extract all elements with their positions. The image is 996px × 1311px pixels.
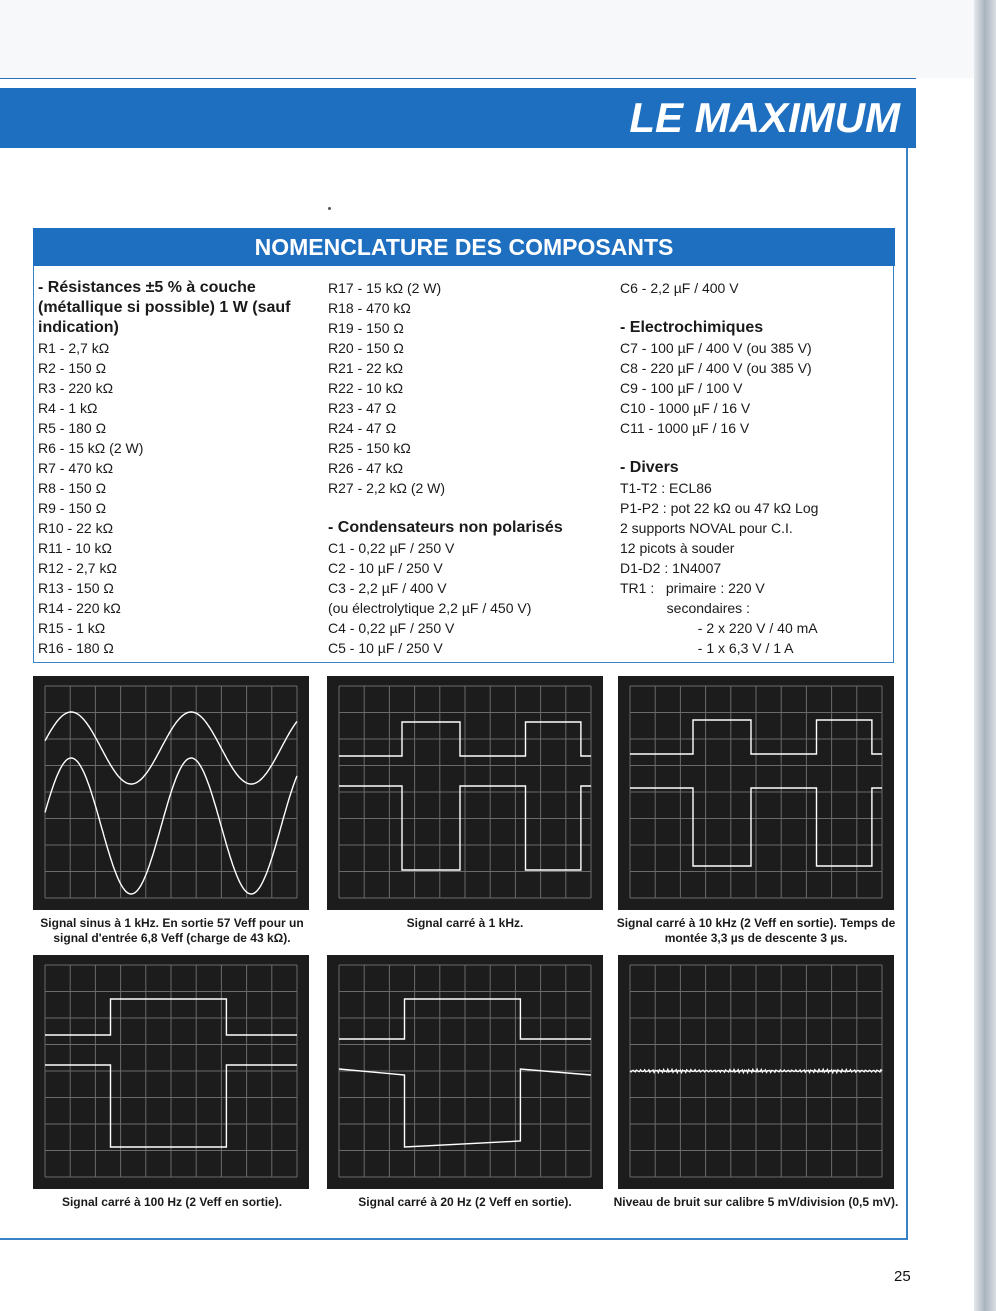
figure-caption: Signal sinus à 1 kHz. En sortie 57 Veff pour un signal d'entrée 6,8 Veff (charge de 43 kΩ).	[40, 916, 304, 945]
capacitor-list-2	[620, 278, 890, 298]
part-line: R25 - 150 kΩ	[328, 440, 411, 456]
parts-column-1	[38, 278, 323, 658]
part-line: R11 - 10 kΩ	[38, 540, 113, 556]
scope-sine-1khz	[33, 676, 309, 910]
scope-screen	[33, 676, 309, 910]
part-line: C6 - 2,2 µF / 400 V	[620, 280, 739, 296]
part-line: R7 - 470 kΩ	[38, 460, 114, 476]
part-line: R16 - 180 Ω	[38, 640, 114, 656]
part-line: R23 - 47 Ω	[328, 400, 397, 416]
part-line: R17 - 15 kΩ (2 W)	[328, 280, 442, 296]
figure-caption: Niveau de bruit sur calibre 5 mV/division (0,5 mV).	[613, 1195, 899, 1209]
part-line: C11 - 1000 µF / 16 V	[620, 420, 750, 436]
part-line: R15 - 1 kΩ	[38, 620, 106, 636]
resistor-list-2	[328, 278, 613, 498]
scope-square-100hz	[33, 955, 309, 1189]
part-line: R13 - 150 Ω	[38, 580, 114, 596]
misc-list	[620, 478, 890, 658]
part-line: R21 - 22 kΩ	[328, 360, 404, 376]
parts-column-2	[328, 278, 613, 658]
figure-caption: Signal carré à 10 kHz (2 Veff en sortie). Temps de montée 3,3 µs de descente 3 µs.	[616, 916, 896, 945]
scope-noise	[618, 955, 894, 1189]
part-line: R8 - 150 Ω	[38, 480, 107, 496]
part-line: R5 - 180 Ω	[38, 420, 107, 436]
part-line: R1 - 2,7 kΩ	[38, 340, 110, 356]
part-line: T1-T2 : ECL86	[620, 480, 712, 496]
scope-square-1khz	[327, 676, 603, 910]
part-line: R10 - 22 kΩ	[38, 520, 114, 536]
part-line: secondaires :	[620, 600, 750, 616]
binding-edge	[974, 0, 996, 1311]
capacitor-list	[328, 538, 613, 658]
header-banner	[0, 88, 916, 148]
scope-screen	[618, 955, 894, 1189]
part-line: C4 - 0,22 µF / 250 V	[328, 620, 455, 636]
part-line: 12 picots à souder	[620, 540, 735, 556]
scope-screen	[327, 955, 603, 1189]
figure-caption: Signal carré à 100 Hz (2 Veff en sortie).	[61, 1195, 283, 1209]
part-line: C1 - 0,22 µF / 250 V	[328, 540, 455, 556]
figure-caption: Signal carré à 20 Hz (2 Veff en sortie).	[358, 1195, 572, 1209]
part-line: TR1 : primaire : 220 V	[620, 580, 765, 596]
part-line: C8 - 220 µF / 400 V (ou 385 V)	[620, 360, 812, 376]
part-line: - 1 x 6,3 V / 1 A	[620, 640, 794, 656]
part-line: R26 - 47 kΩ	[328, 460, 404, 476]
part-line: R27 - 2,2 kΩ (2 W)	[328, 480, 446, 496]
section-heading-misc: - Divers	[620, 459, 679, 476]
part-line: C9 - 100 µF / 100 V	[620, 380, 743, 396]
part-line: C2 - 10 µF / 250 V	[328, 560, 443, 576]
part-line: C10 - 1000 µF / 16 V	[620, 400, 751, 416]
part-line: R20 - 150 Ω	[328, 340, 404, 356]
part-line: P1-P2 : pot 22 kΩ ou 47 kΩ Log	[620, 500, 819, 516]
scope-square-10khz	[618, 676, 894, 910]
part-line: R12 - 2,7 kΩ	[38, 560, 117, 576]
part-line: R3 - 220 kΩ	[38, 380, 114, 396]
part-line: R4 - 1 kΩ	[38, 400, 98, 416]
parts-column-3	[620, 278, 890, 658]
part-line: C3 - 2,2 µF / 400 V	[328, 580, 447, 596]
part-line: C5 - 10 µF / 250 V	[328, 640, 443, 656]
part-line: R22 - 10 kΩ	[328, 380, 404, 396]
figure-caption: Signal carré à 1 kHz.	[406, 916, 524, 930]
page-title: LE MAXIMUM	[629, 94, 900, 141]
part-line: R9 - 150 Ω	[38, 500, 107, 516]
nomenclature-title: NOMENCLATURE DES COMPOSANTS	[33, 228, 895, 266]
part-line: R2 - 150 Ω	[38, 360, 107, 376]
scope-screen	[327, 676, 603, 910]
part-line: C7 - 100 µF / 400 V (ou 385 V)	[620, 340, 812, 356]
scope-screen	[33, 955, 309, 1189]
part-line: - 2 x 220 V / 40 mA	[620, 620, 818, 636]
page-number: 25	[894, 1268, 911, 1285]
section-heading-electrochemical: - Electrochimiques	[620, 319, 764, 336]
part-line: R14 - 220 kΩ	[38, 600, 121, 616]
electrolytic-list	[620, 338, 890, 438]
scope-square-20hz	[327, 955, 603, 1189]
stray-dot	[328, 207, 331, 210]
section-heading-resistances: - Résistances ±5 % à couche (métallique si possible) 1 W (sauf indication)	[38, 279, 291, 336]
part-line: 2 supports NOVAL pour C.I.	[620, 520, 793, 536]
part-line: R6 - 15 kΩ (2 W)	[38, 440, 144, 456]
part-line: R18 - 470 kΩ	[328, 300, 411, 316]
part-line: (ou électrolytique 2,2 µF / 450 V)	[328, 600, 532, 616]
top-rule	[0, 78, 916, 79]
part-line: D1-D2 : 1N4007	[620, 560, 722, 576]
section-heading-capacitors: - Condensateurs non polarisés	[328, 519, 563, 536]
scope-screen	[618, 676, 894, 910]
resistor-list	[38, 338, 323, 658]
part-line: R24 - 47 Ω	[328, 420, 397, 436]
page-top-margin	[0, 0, 996, 78]
part-line: R19 - 150 Ω	[328, 320, 404, 336]
